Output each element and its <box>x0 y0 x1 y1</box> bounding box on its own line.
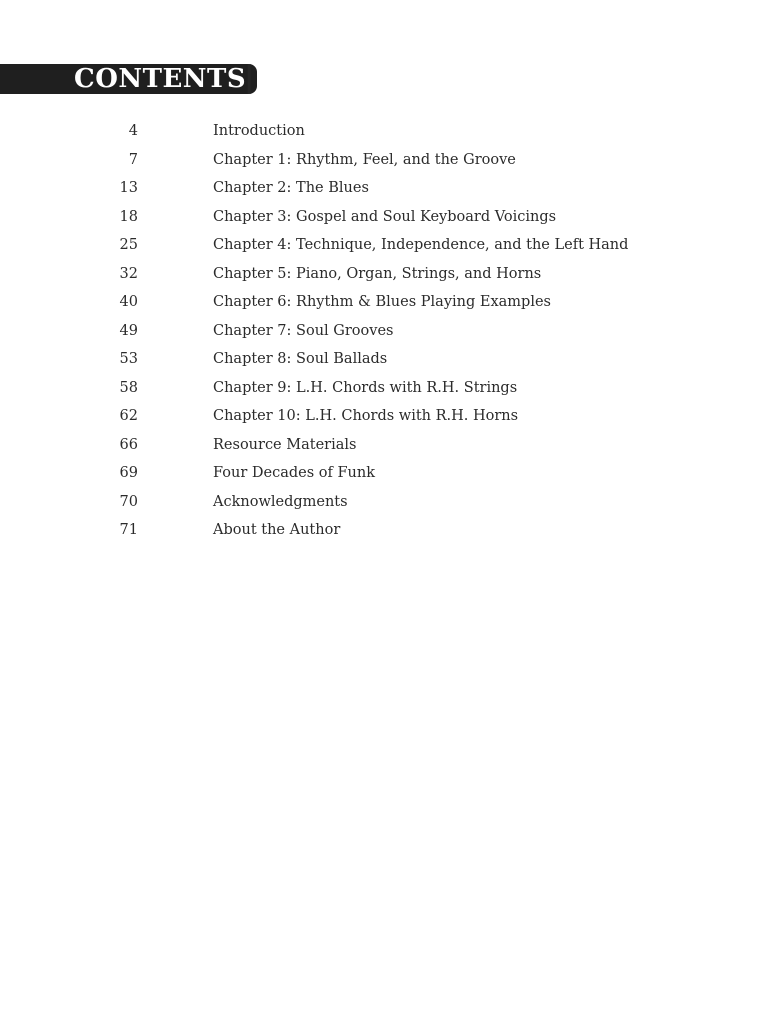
toc-entry[interactable] <box>0 174 768 203</box>
toc-entry[interactable] <box>0 260 768 289</box>
toc-entry-title: About the Author <box>213 522 341 538</box>
toc-page-number: 7 <box>128 151 138 168</box>
toc-page-number: 32 <box>119 265 138 282</box>
toc-entry-title: Chapter 8: Soul Ballads <box>213 351 388 367</box>
toc-entry[interactable] <box>0 459 768 488</box>
toc-entry-title: Four Decades of Funk <box>213 465 375 481</box>
table-of-contents <box>0 117 768 545</box>
toc-entry-title: Introduction <box>213 123 305 139</box>
toc-page-number: 70 <box>119 493 138 510</box>
toc-entry-title: Acknowledgments <box>213 493 348 510</box>
toc-page-number: 69 <box>119 465 138 481</box>
toc-page-number: 49 <box>119 322 138 339</box>
toc-entry-title: Chapter 3: Gospel and Soul Keyboard Voicings <box>213 208 557 225</box>
toc-entry-title: Chapter 5: Piano, Organ, Strings, and Horns <box>213 265 542 282</box>
toc-page-number: 71 <box>119 522 138 538</box>
toc-page-number: 13 <box>119 180 138 196</box>
toc-entry[interactable] <box>0 345 768 374</box>
toc-entry[interactable] <box>0 402 768 431</box>
toc-entry[interactable] <box>0 203 768 232</box>
toc-page-number: 53 <box>119 351 138 367</box>
toc-entry[interactable] <box>0 146 768 175</box>
toc-page-number: 66 <box>119 436 138 453</box>
toc-entry[interactable] <box>0 317 768 346</box>
page-title: CONTENTS <box>74 64 247 94</box>
toc-page-number: 62 <box>119 408 138 424</box>
toc-page-number: 40 <box>119 294 138 310</box>
toc-page-number: 25 <box>119 237 138 253</box>
toc-page-number: 18 <box>119 208 138 225</box>
toc-entry-title: Resource Materials <box>213 436 357 453</box>
toc-entry[interactable] <box>0 431 768 460</box>
toc-entry[interactable] <box>0 117 768 146</box>
toc-page-number: 58 <box>119 379 138 396</box>
toc-page-number: 4 <box>128 123 138 139</box>
toc-entry[interactable] <box>0 516 768 545</box>
toc-entry-title: Chapter 6: Rhythm & Blues Playing Examples <box>213 294 551 310</box>
toc-entry-title: Chapter 1: Rhythm, Feel, and the Groove <box>213 151 516 168</box>
toc-entry-title: Chapter 9: L.H. Chords with R.H. Strings <box>213 379 518 396</box>
toc-entry[interactable] <box>0 488 768 517</box>
toc-entry-title: Chapter 7: Soul Grooves <box>213 322 394 339</box>
toc-entry-title: Chapter 4: Technique, Independence, and the Left Hand <box>213 237 629 253</box>
toc-entry-title: Chapter 2: The Blues <box>213 180 369 196</box>
toc-entry-title: Chapter 10: L.H. Chords with R.H. Horns <box>213 408 519 424</box>
toc-entry[interactable] <box>0 288 768 317</box>
toc-entry[interactable] <box>0 374 768 403</box>
toc-entry[interactable] <box>0 231 768 260</box>
